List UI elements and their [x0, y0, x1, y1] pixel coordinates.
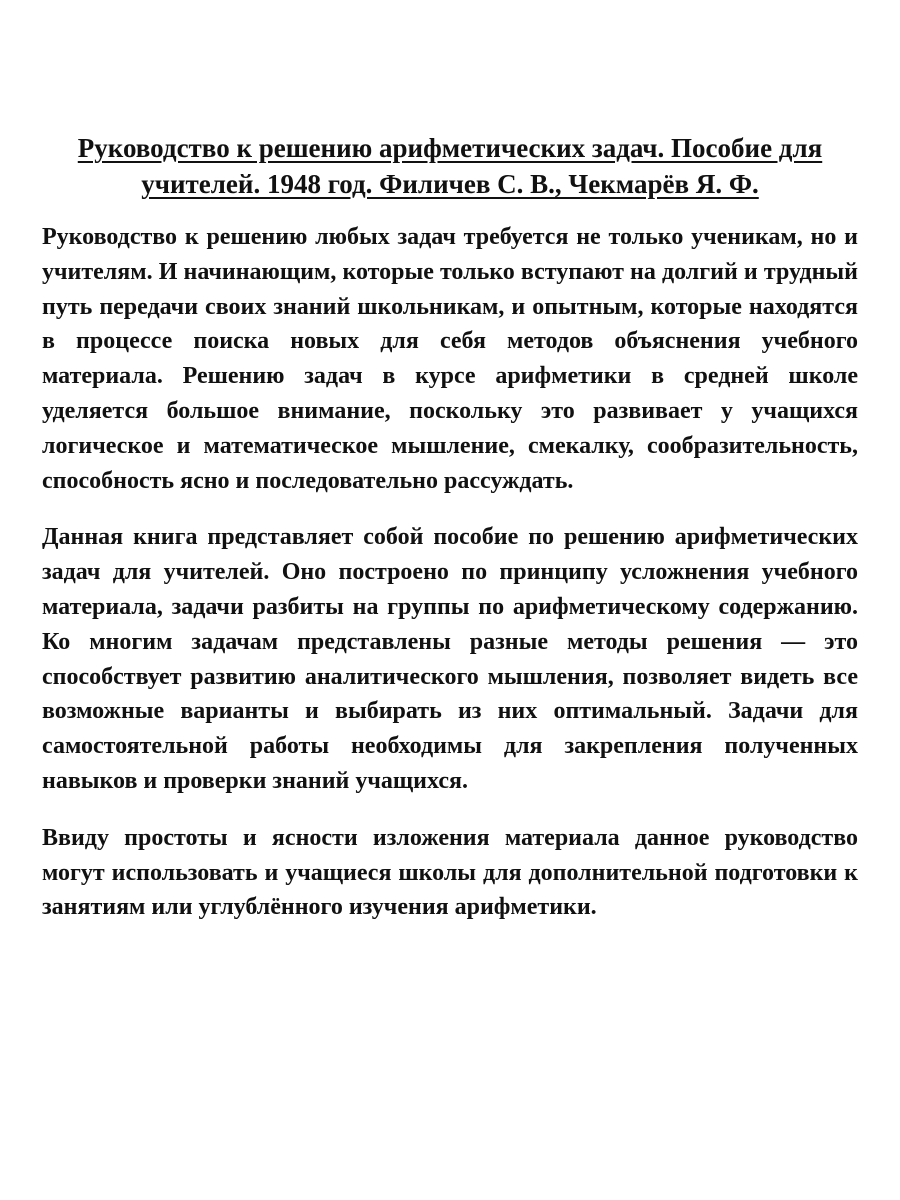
- paragraph-intro: Руководство к решению любых задач требуется не только ученикам, но и учителям. И начинающим, которые только вступают на долгий и трудный путь передачи своих знаний школьникам, и опытным, которые находятся в процессе поиска новых для себя методов объяснения учебного материала. Решению задач в курсе арифметики в средней школе уделяется большое внимание, поскольку это развивает у учащихся логическое и математическое мышление, смекалку, сообразительность, способность ясно и последовательно рассуждать.: [42, 224, 858, 494]
- paragraph-audience: Ввиду простоты и ясности изложения материала данное руководство могут использовать и учащиеся школы для дополнительной подготовки к занятиям или углублённого изучения арифметики.: [42, 824, 858, 921]
- document-title: Руководство к решению арифметических задач. Пособие для учителей. 1948 год. Филичев С. В., Чекмарёв Я. Ф.: [77, 133, 823, 199]
- paragraph-book-description: Данная книга представляет собой пособие по решению арифметических задач для учителей. Оно построено по принципу усложнения учебного материала, задачи разбиты на группы по арифметическому содержанию. Ко многим задачам представлены разные методы решения — это способствует развитию аналитического мышления, позволяет видеть все возможные варианты и выбирать из них оптимальный. Задачи для самостоятельной работы необходимы для закрепления полученных навыков и проверки знаний учащихся.: [42, 524, 858, 794]
- document-page: [42, 130, 858, 947]
